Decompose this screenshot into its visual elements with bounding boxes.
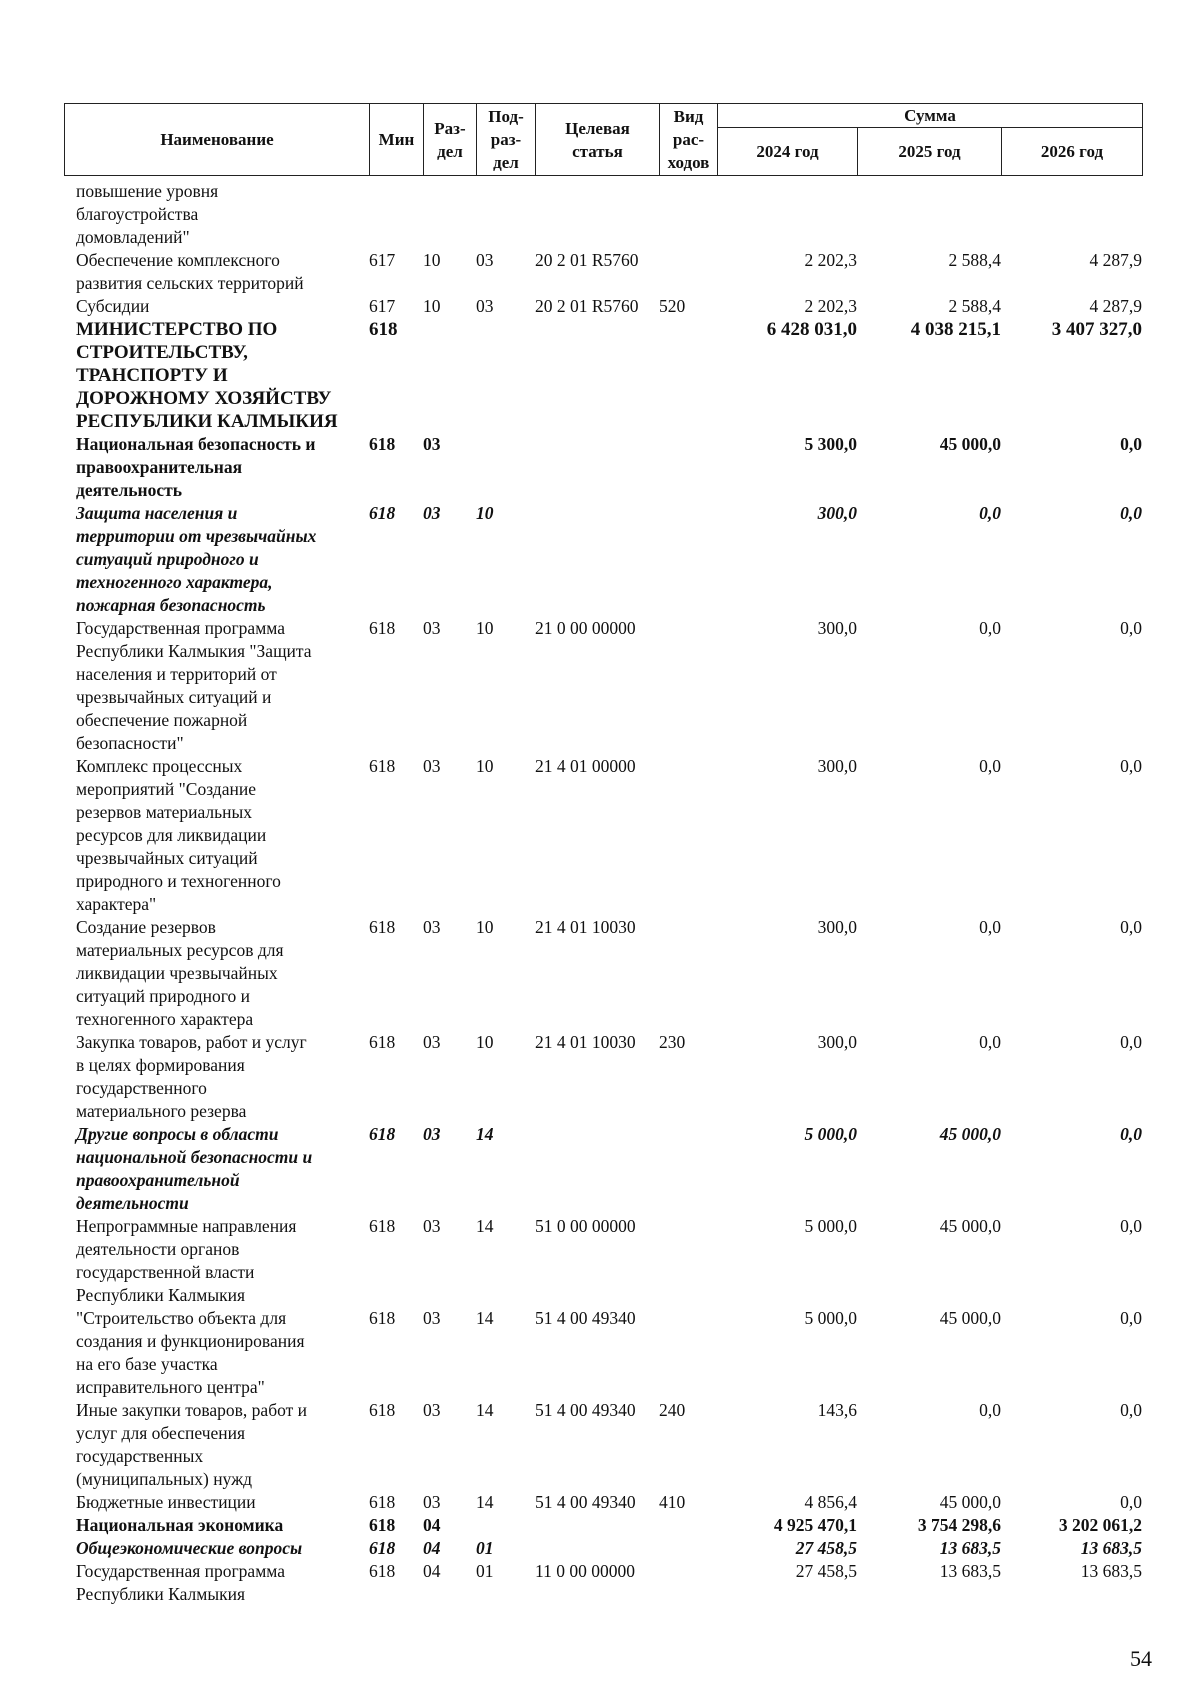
col-target: 21 4 01 10030	[535, 917, 636, 937]
table-row	[64, 180, 1142, 249]
value-2025: 4 038 215,1	[910, 319, 1001, 340]
header-vid-line: рас-	[672, 130, 705, 149]
col-min: 618	[369, 618, 396, 638]
header-year-2026: 2026 год	[1002, 128, 1143, 176]
row-name	[64, 1123, 369, 1215]
col-razdel: 04	[423, 1515, 441, 1535]
col-target: 51 4 00 49340	[535, 1308, 636, 1328]
col-min: 617	[369, 296, 396, 316]
col-target: 51 4 00 49340	[535, 1400, 636, 1420]
value-2025: 0,0	[979, 618, 1001, 638]
value-2024: 27 458,5	[795, 1538, 857, 1558]
value-2026: 13 683,5	[1080, 1561, 1142, 1581]
table-row	[64, 1514, 1142, 1537]
row-name-line: Непрограммные направления	[76, 1216, 297, 1236]
col-min	[369, 180, 423, 249]
col-vid	[659, 755, 717, 916]
row-name-line: деятельность	[76, 480, 182, 500]
col-razdel	[423, 318, 476, 433]
value-2024: 4 856,4	[804, 1492, 857, 1512]
col-podrazdel: 01	[476, 1561, 494, 1581]
table-row	[64, 295, 1142, 318]
row-name-line: Государственная программа	[76, 1561, 285, 1581]
row-name-line: правоохранительная	[76, 457, 243, 477]
row-name-line: материальных ресурсов для	[76, 940, 284, 960]
row-name-line: РЕСПУБЛИКИ КАЛМЫКИЯ	[76, 411, 338, 432]
col-vid: 520	[659, 296, 686, 316]
row-name	[64, 1307, 369, 1399]
table-row	[64, 1215, 1142, 1307]
value-2026: 4 287,9	[1089, 250, 1142, 270]
row-name-line: Комплекс процессных	[76, 756, 243, 776]
col-vid	[659, 1560, 717, 1606]
col-podrazdel	[476, 1514, 535, 1537]
col-vid: 240	[659, 1400, 686, 1420]
value-2025: 0,0	[979, 917, 1001, 937]
col-vid	[659, 433, 717, 502]
row-name-line: Национальная экономика	[76, 1515, 284, 1535]
col-podrazdel: 10	[476, 503, 494, 523]
value-2026: 0,0	[1120, 1308, 1142, 1328]
col-target	[535, 433, 659, 502]
col-vid	[659, 502, 717, 617]
value-2024: 5 300,0	[804, 434, 857, 454]
header-vid-line: Вид	[673, 107, 704, 126]
value-2025: 0,0	[979, 503, 1001, 523]
header-min: Мин	[370, 104, 424, 176]
row-name	[64, 916, 369, 1031]
row-name-line: деятельности органов	[76, 1239, 240, 1259]
col-podrazdel: 14	[476, 1124, 494, 1144]
value-2025: 45 000,0	[939, 1492, 1001, 1512]
header-vid-line: ходов	[667, 153, 710, 172]
col-min: 618	[369, 756, 396, 776]
value-2025: 45 000,0	[939, 434, 1001, 454]
col-podrazdel: 10	[476, 618, 494, 638]
row-name-line: пожарная безопасность	[76, 595, 266, 615]
row-name-line: Республики Калмыкия	[76, 1285, 246, 1305]
value-2024: 6 428 031,0	[766, 319, 857, 340]
col-min: 618	[369, 1216, 396, 1236]
row-name-line: развития сельских территорий	[76, 273, 304, 293]
table-row	[64, 1123, 1142, 1215]
value-2024: 300,0	[817, 1032, 857, 1052]
row-name-line: Защита населения и	[76, 503, 238, 523]
col-target: 21 0 00 00000	[535, 618, 636, 638]
col-podrazdel: 14	[476, 1400, 494, 1420]
col-min: 618	[369, 1400, 396, 1420]
col-podrazdel: 14	[476, 1216, 494, 1236]
row-name-line: Создание резервов	[76, 917, 216, 937]
row-name-line: ликвидации чрезвычайных	[76, 963, 278, 983]
col-min: 618	[369, 434, 396, 454]
value-2026: 4 287,9	[1089, 296, 1142, 316]
row-name-line: Обеспечение комплексного	[76, 250, 280, 270]
col-min: 618	[369, 1515, 396, 1535]
col-min: 618	[369, 1032, 396, 1052]
col-podrazdel: 14	[476, 1308, 494, 1328]
table-row	[64, 1491, 1142, 1514]
value-2025: 13 683,5	[939, 1538, 1001, 1558]
value-2026: 0,0	[1120, 917, 1142, 937]
table-row	[64, 916, 1142, 1031]
row-name-line: ресурсов для ликвидации	[76, 825, 267, 845]
row-name-line: деятельности	[76, 1193, 189, 1213]
row-name	[64, 1537, 369, 1560]
table-row	[64, 502, 1142, 617]
col-vid	[659, 180, 717, 249]
col-razdel: 03	[423, 434, 441, 454]
col-podrazdel: 10	[476, 1032, 494, 1052]
row-name-line: МИНИСТЕРСТВО ПО	[76, 319, 278, 340]
col-target: 11 0 00 00000	[535, 1561, 635, 1581]
value-2024: 300,0	[817, 756, 857, 776]
row-name-line: Республики Калмыкия "Защита	[76, 641, 312, 661]
col-vid	[659, 1307, 717, 1399]
header-target-line: статья	[572, 141, 623, 161]
value-2025: 0,0	[979, 756, 1001, 776]
row-name-line: домовладений"	[76, 227, 190, 247]
col-min: 618	[369, 503, 396, 523]
row-name-line: резервов материальных	[76, 802, 252, 822]
row-name-line: природного и техногенного	[76, 871, 281, 891]
col-razdel: 03	[423, 1216, 441, 1236]
value-2024: 2 202,3	[804, 250, 857, 270]
table-row	[64, 249, 1142, 295]
header-vid	[660, 104, 718, 176]
row-name-line: Иные закупки товаров, работ и	[76, 1400, 308, 1420]
row-name	[64, 433, 369, 502]
value-2025: 45 000,0	[939, 1308, 1001, 1328]
row-name-line: Другие вопросы в области	[76, 1124, 279, 1144]
col-podrazdel: 03	[476, 296, 494, 316]
value-2026: 0,0	[1120, 618, 1142, 638]
col-target	[535, 318, 659, 433]
row-name-line: характера"	[76, 894, 157, 914]
value-2026: 0,0	[1120, 503, 1142, 523]
col-target: 20 2 01 R5760	[535, 250, 639, 270]
table-row	[64, 1399, 1142, 1491]
value-2026: 3 202 061,2	[1058, 1515, 1142, 1535]
row-name-line: государственных	[76, 1446, 204, 1466]
row-name-line: ТРАНСПОРТУ И	[76, 365, 228, 386]
col-vid: 410	[659, 1492, 686, 1512]
value-2024: 143,6	[817, 1400, 857, 1420]
row-name	[64, 1514, 369, 1537]
value-2025: 13 683,5	[939, 1561, 1001, 1581]
budget-table-body	[64, 180, 1142, 1606]
row-name-line: Закупка товаров, работ и услуг	[76, 1032, 307, 1052]
table-row	[64, 755, 1142, 916]
header-sum: Сумма	[718, 104, 1143, 128]
col-target	[535, 1537, 659, 1560]
value-2024: 5 000,0	[804, 1124, 857, 1144]
header-podrazdel-line: дел	[493, 153, 519, 172]
value-2025: 3 754 298,6	[917, 1515, 1001, 1535]
value-2025: 45 000,0	[939, 1124, 1001, 1144]
col-vid	[659, 1123, 717, 1215]
row-name	[64, 295, 369, 318]
header-razdel	[424, 104, 477, 176]
row-name-line: техногенного характера	[76, 1009, 254, 1029]
header-podrazdel-line: раз-	[490, 130, 522, 149]
value-2024: 5 000,0	[804, 1308, 857, 1328]
row-name-line: Национальная безопасность и	[76, 434, 316, 454]
col-podrazdel	[476, 180, 535, 249]
table-row	[64, 1307, 1142, 1399]
row-name-line: материального резерва	[76, 1101, 247, 1121]
row-name-line: на его базе участка	[76, 1354, 218, 1374]
table-row	[64, 1537, 1142, 1560]
value-2025: 45 000,0	[939, 1216, 1001, 1236]
row-name	[64, 1215, 369, 1307]
row-name-line: создания и функционирования	[76, 1331, 305, 1351]
col-vid	[659, 249, 717, 295]
row-name-line: в целях формирования	[76, 1055, 245, 1075]
row-name-line: государственной власти	[76, 1262, 255, 1282]
row-name-line: услуг для обеспечения	[76, 1423, 246, 1443]
value-2025: 0,0	[979, 1400, 1001, 1420]
row-name-line: населения и территорий от	[76, 664, 277, 684]
value-2025: 2 588,4	[948, 250, 1001, 270]
row-name-line: безопасности"	[76, 733, 184, 753]
row-name-line: чрезвычайных ситуаций	[76, 848, 258, 868]
table-row	[64, 318, 1142, 433]
row-name-line: Бюджетные инвестиции	[76, 1492, 256, 1512]
table-header	[64, 103, 1143, 176]
col-razdel: 03	[423, 1492, 441, 1512]
row-name-line: исправительного центра"	[76, 1377, 265, 1397]
table-row	[64, 1031, 1142, 1123]
col-podrazdel	[476, 433, 535, 502]
value-2026: 0,0	[1120, 1032, 1142, 1052]
row-name-line: техногенного характера,	[76, 572, 273, 592]
col-min: 617	[369, 250, 396, 270]
value-2026: 13 683,5	[1080, 1538, 1142, 1558]
header-target-line: Целевая	[565, 118, 630, 138]
row-name-line: СТРОИТЕЛЬСТВУ,	[76, 342, 248, 363]
col-razdel: 03	[423, 503, 441, 523]
row-name	[64, 1031, 369, 1123]
row-name-line: Государственная программа	[76, 618, 285, 638]
row-name	[64, 180, 369, 249]
row-name-line: Субсидии	[76, 296, 150, 316]
row-name-line: (муниципальных) нужд	[76, 1469, 253, 1489]
value-2024: 4 925 470,1	[773, 1515, 857, 1535]
value-2025: 0,0	[979, 1032, 1001, 1052]
value-2024	[717, 180, 857, 249]
col-target: 20 2 01 R5760	[535, 296, 639, 316]
value-2026: 0,0	[1120, 1492, 1142, 1512]
value-2025: 2 588,4	[948, 296, 1001, 316]
value-2024: 300,0	[817, 618, 857, 638]
col-podrazdel: 01	[476, 1538, 494, 1558]
table-row	[64, 617, 1142, 755]
col-razdel: 04	[423, 1561, 441, 1581]
col-vid	[659, 916, 717, 1031]
table-row	[64, 1560, 1142, 1606]
value-2026: 0,0	[1120, 434, 1142, 454]
value-2026: 0,0	[1120, 1400, 1142, 1420]
header-razdel-line: дел	[437, 141, 463, 161]
col-target	[535, 180, 659, 249]
row-name	[64, 249, 369, 295]
row-name-line: ситуаций природного и	[76, 549, 259, 569]
value-2026: 0,0	[1120, 1216, 1142, 1236]
row-name-line: территории от чрезвычайных	[76, 526, 317, 546]
col-target	[535, 1123, 659, 1215]
header-podrazdel	[477, 104, 536, 176]
col-podrazdel: 03	[476, 250, 494, 270]
col-razdel: 03	[423, 1400, 441, 1420]
col-vid: 230	[659, 1032, 686, 1052]
row-name-line: национальной безопасности и	[76, 1147, 313, 1167]
row-name-line: правоохранительной	[76, 1170, 240, 1190]
row-name-line: повышение уровня	[76, 181, 219, 201]
header-target	[536, 104, 660, 176]
col-razdel: 03	[423, 1308, 441, 1328]
header-podrazdel-line: Под-	[488, 107, 524, 126]
col-razdel: 03	[423, 1124, 441, 1144]
row-name	[64, 1399, 369, 1491]
col-min: 618	[369, 917, 396, 937]
col-vid	[659, 1215, 717, 1307]
col-razdel: 03	[423, 917, 441, 937]
col-min: 618	[369, 1124, 396, 1144]
col-min: 618	[369, 1561, 396, 1581]
col-razdel: 10	[423, 250, 441, 270]
col-razdel: 10	[423, 296, 441, 316]
value-2026	[1001, 180, 1142, 249]
header-year-2025: 2025 год	[858, 128, 1002, 176]
row-name	[64, 318, 369, 433]
col-podrazdel	[476, 318, 535, 433]
row-name-line: чрезвычайных ситуаций и	[76, 687, 272, 707]
col-razdel	[423, 180, 476, 249]
row-name	[64, 755, 369, 916]
col-target: 51 4 00 49340	[535, 1492, 636, 1512]
row-name-line: "Строительство объекта для	[76, 1308, 287, 1328]
row-name-line: Общеэкономические вопросы	[76, 1538, 303, 1558]
value-2026: 0,0	[1120, 756, 1142, 776]
col-vid	[659, 318, 717, 433]
value-2026: 3 407 327,0	[1051, 319, 1142, 340]
col-target: 21 4 01 10030	[535, 1032, 636, 1052]
value-2024: 5 000,0	[804, 1216, 857, 1236]
row-name-line: ДОРОЖНОМУ ХОЗЯЙСТВУ	[76, 388, 332, 409]
value-2025	[857, 180, 1001, 249]
col-target: 21 4 01 00000	[535, 756, 636, 776]
col-min: 618	[369, 1538, 396, 1558]
row-name-line: благоустройства	[76, 204, 199, 224]
row-name	[64, 1560, 369, 1606]
col-vid	[659, 617, 717, 755]
col-min: 618	[369, 1308, 396, 1328]
col-podrazdel: 10	[476, 756, 494, 776]
col-razdel: 03	[423, 756, 441, 776]
col-target	[535, 502, 659, 617]
col-razdel: 03	[423, 1032, 441, 1052]
row-name-line: обеспечение пожарной	[76, 710, 248, 730]
col-razdel: 03	[423, 618, 441, 638]
value-2026: 0,0	[1120, 1124, 1142, 1144]
col-podrazdel: 10	[476, 917, 494, 937]
row-name	[64, 617, 369, 755]
header-name: Наименование	[65, 104, 370, 176]
col-min: 618	[369, 319, 398, 340]
value-2024: 300,0	[817, 917, 857, 937]
row-name-line: ситуаций природного и	[76, 986, 251, 1006]
row-name-line: государственного	[76, 1078, 207, 1098]
value-2024: 300,0	[817, 503, 857, 523]
table-row	[64, 433, 1142, 502]
row-name-line: мероприятий "Создание	[76, 779, 256, 799]
col-min: 618	[369, 1492, 396, 1512]
col-target: 51 0 00 00000	[535, 1216, 636, 1236]
header-year-2024: 2024 год	[718, 128, 858, 176]
col-vid	[659, 1537, 717, 1560]
row-name	[64, 502, 369, 617]
row-name	[64, 1491, 369, 1514]
header-razdel-line: Раз-	[434, 118, 466, 138]
col-target	[535, 1514, 659, 1537]
row-name-line: Республики Калмыкия	[76, 1584, 246, 1604]
page-number: 54	[1130, 1646, 1152, 1671]
value-2024: 27 458,5	[795, 1561, 857, 1581]
col-podrazdel: 14	[476, 1492, 494, 1512]
value-2024: 2 202,3	[804, 296, 857, 316]
col-razdel: 04	[423, 1538, 441, 1558]
col-vid	[659, 1514, 717, 1537]
